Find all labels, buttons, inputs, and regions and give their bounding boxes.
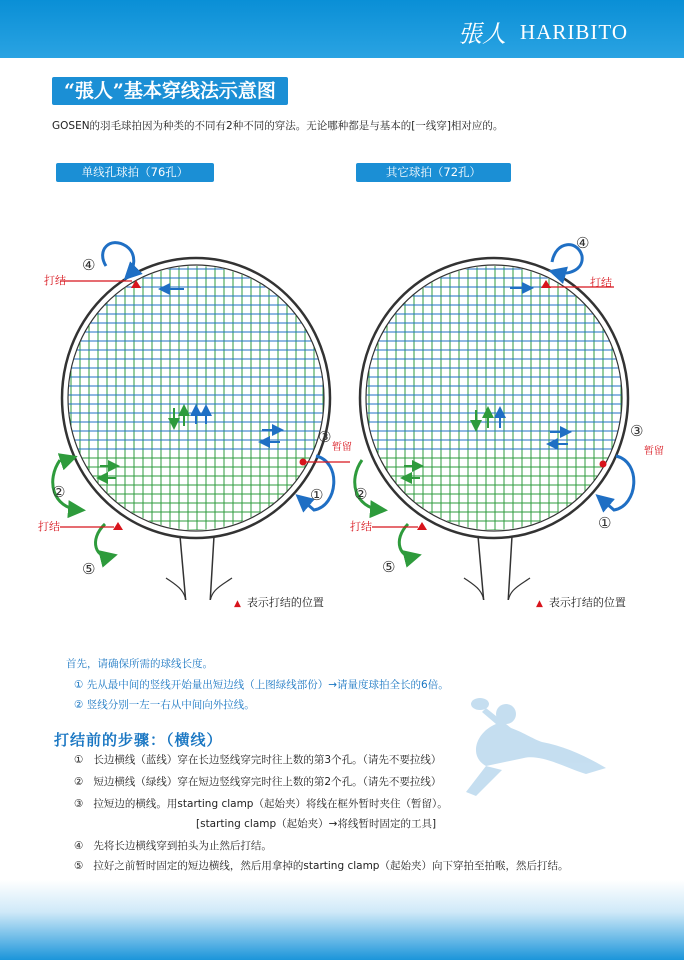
tie-label-left-bottom: 打结 — [38, 520, 60, 533]
step1-marker-left: ① — [310, 486, 324, 504]
step-item: ② 短边横线（绿线）穿在短边竖线穿完时往上数的第2个孔。（请先不要拉线） — [74, 776, 442, 788]
knot-marker-icon: ▲ — [234, 599, 241, 609]
legend-text-left: 表示打结的位置 — [246, 596, 324, 609]
step3-marker-left: ③ — [318, 428, 332, 446]
tie-label-right-bottom: 打结 — [350, 520, 372, 533]
footer-bar — [0, 880, 684, 960]
note-2: ② 竖线分别一左一右从中间向外拉线。 — [74, 699, 255, 711]
badminton-player-silhouette — [446, 696, 616, 806]
step-item: ③ 拉短边的横线。用starting clamp（起始夹）将线在框外暂时夹住（暂留）。 — [74, 798, 448, 810]
step2-marker-right: ② — [354, 485, 368, 503]
racket-right — [355, 245, 634, 600]
legend-text-right: 表示打结的位置 — [548, 596, 626, 609]
step-item: ④ 先将长边横线穿到拍头为止然后打结。 — [74, 840, 272, 852]
step5-marker-left: ⑤ — [82, 560, 96, 578]
step1-marker-right: ① — [598, 514, 612, 532]
tie-label-right-top: 打结 — [590, 276, 612, 289]
legend-right — [536, 594, 626, 610]
knot-marker-icon: ▲ — [536, 599, 543, 609]
section-heading: 打结前的步骤：（横线） — [54, 731, 223, 749]
tie-label-left-top: 打结 — [44, 274, 66, 287]
legend-left — [234, 594, 324, 610]
step5-marker-right: ⑤ — [382, 558, 396, 576]
step4-marker-left: ④ — [82, 256, 96, 274]
intro-text: GOSEN的羽毛球拍因为种类的不同有2种不同的穿法。无论哪种都是与基本的[一线穿]相对应的。 — [52, 120, 504, 132]
diagram-annotations — [38, 234, 664, 578]
step2-marker-left: ② — [52, 483, 66, 501]
step-item: ⑤ 拉好之前暂时固定的短边横线，然后用拿掉的starting clamp（起始夹）向下穿拍至拍喉，然后打结。 — [74, 860, 569, 872]
racket-label-72: 其它球拍（72孔） — [356, 163, 511, 182]
hold-label-left: 暂留 — [332, 442, 352, 453]
header-bar — [0, 0, 684, 58]
step4-marker-right: ④ — [576, 234, 590, 252]
step3-marker-right: ③ — [630, 422, 644, 440]
hold-label-right: 暂留 — [644, 446, 664, 457]
step-item: [starting clamp（起始夹）→将线暂时固定的工具] — [196, 818, 437, 830]
racket-label-76: 单线孔球拍（76孔） — [56, 163, 214, 182]
brand-name: HARIBITO — [520, 20, 628, 44]
note-1: ① 先从最中间的竖线开始量出短边线（上图绿线部份）→请量度球拍全长的6倍。 — [74, 679, 449, 691]
note-first: 首先，请确保所需的球线长度。 — [66, 658, 213, 670]
racket-left — [53, 243, 350, 600]
stringing-diagrams — [0, 180, 684, 600]
brand-logo-cjk: 張人 — [458, 20, 506, 48]
step-item: ① 长边横线（蓝线）穿在长边竖线穿完时往上数的第3个孔。（请先不要拉线） — [74, 754, 442, 766]
page-title: “張人”基本穿线法示意图 — [52, 77, 288, 105]
